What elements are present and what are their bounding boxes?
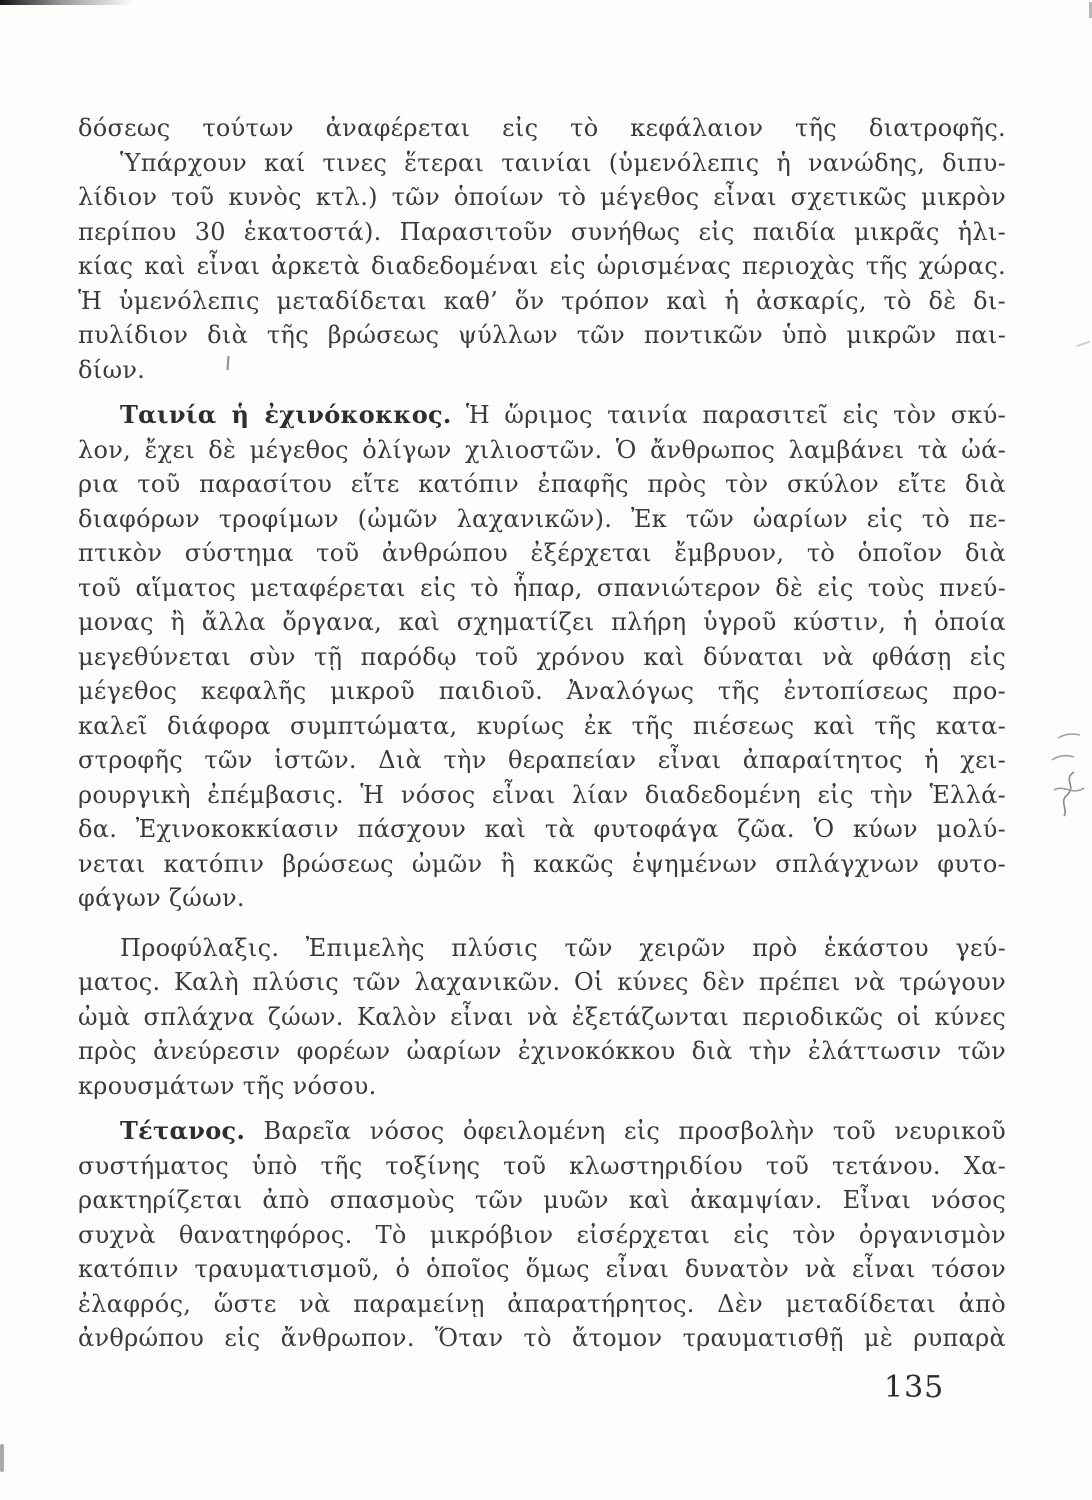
bold-lead: Ταινία ἡ ἐχινόκοκκος. bbox=[120, 400, 452, 429]
text-line: Προφύλαξις. Ἐπιμελὴς πλύσις τῶν χειρῶν πρὸ ἑκάστου γεύ- bbox=[120, 933, 1006, 962]
paragraph bbox=[78, 1114, 1006, 1356]
text-line: συχνὰ θανατηφόρος. Τὸ μικρόβιον εἰσέρχεται εἰς τὸν ὀργανισμὸν bbox=[78, 1220, 1006, 1249]
paragraph bbox=[78, 398, 1006, 916]
text-line: περίπου 30 ἑκατοστά). Παρασιτοῦν συνήθως εἰς παιδία μικρᾶς ἡλι- bbox=[78, 217, 1006, 246]
text-line: κίας καὶ εἶναι ἀρκετὰ διαδεδομέναι εἰς ὡρισμένας περιοχὰς τῆς χώρας. bbox=[78, 252, 1006, 280]
text-line: πυλίδιον διὰ τῆς βρώσεως ψύλλων τῶν ποντικῶν ὑπὸ μικρῶν παι- bbox=[78, 321, 1006, 349]
text-line: συστήματος ὑπὸ τῆς τοξίνης τοῦ κλωστηριδίου τοῦ τετάνου. Χα- bbox=[78, 1151, 1006, 1180]
text-line: ρακτηρίζεται ἀπὸ σπασμοὺς τῶν μυῶν καὶ ἀκαμψίαν. Εἶναι νόσος bbox=[78, 1186, 1006, 1214]
text-line: νεται κατόπιν βρώσεως ὠμῶν ἢ κακῶς ἑψημένων σπλάγχνων φυτο- bbox=[78, 849, 1006, 878]
text-line: δίων. bbox=[78, 355, 146, 384]
text-block bbox=[78, 111, 1006, 1356]
scan-dash-right-margin bbox=[1076, 341, 1090, 347]
text-line: φάγων ζώων. bbox=[78, 884, 245, 912]
scan-smudge-top-left bbox=[0, 0, 140, 5]
text-line: ὠμὰ σπλάχνα ζώων. Καλὸν εἶναι νὰ ἐξετάζωνται περιοδικῶς οἱ κύνες bbox=[78, 1002, 1006, 1031]
text-line: ἐλαφρός, ὥστε νὰ παραμείνῃ ἀπαρατήρητος. Δὲν μεταδίδεται ἀπὸ bbox=[78, 1289, 1006, 1318]
text-line: κρουσμάτων τῆς νόσου. bbox=[78, 1071, 377, 1100]
text-line: κατόπιν τραυματισμοῦ, ὁ ὁποῖος ὅμως εἶναι δυνατὸν νὰ εἶναι τόσον bbox=[78, 1255, 1006, 1283]
pencil-squiggle-icon bbox=[1064, 772, 1074, 816]
paragraph bbox=[78, 146, 1006, 388]
text-line: ρια τοῦ παρασίτου εἴτε κατόπιν ἐπαφῆς πρὸς τὸν σκύλον εἴτε διὰ bbox=[78, 470, 1006, 498]
text-line: ματος. Καλὴ πλύσις τῶν λαχανικῶν. Οἱ κύνες δὲν πρέπει νὰ τρώγουν bbox=[78, 968, 1006, 996]
text-line: στροφῆς τῶν ἱστῶν. Διὰ τὴν θεραπείαν εἶναι ἀπαραίτητος ἡ χει- bbox=[78, 746, 1006, 774]
pencil-marks-right-margin bbox=[1044, 722, 1092, 822]
text-line: Ὑπάρχουν καί τινες ἕτεραι ταινίαι (ὑμενόλεπις ἡ νανώδης, διπυ- bbox=[120, 148, 1006, 177]
text-line: μέγεθος κεφαλῆς μικροῦ παιδιοῦ. Ἀναλόγως τῆς ἐντοπίσεως προ- bbox=[78, 677, 1006, 705]
text-line: μονας ἢ ἄλλα ὄργανα, καὶ σχηματίζει πλήρη ὑγροῦ κύστιν, ἡ ὁποία bbox=[78, 608, 1006, 636]
text-line: λίδιον τοῦ κυνὸς κτλ.) τῶν ὁποίων τὸ μέγεθος εἶναι σχετικῶς μικρὸν bbox=[78, 183, 1006, 211]
scan-mark-left-edge-bottom bbox=[0, 1444, 4, 1472]
pencil-dash-icon bbox=[1052, 756, 1074, 760]
text-line: Ταινία ἡ ἐχινόκοκκος. Ἡ ὥριμος ταινία παρασιτεῖ εἰς τὸν σκύ- bbox=[120, 400, 1006, 429]
text-line: τοῦ αἵματος μεταφέρεται εἰς τὸ ἧπαρ, σπανιώτερον δὲ εἰς τοὺς πνεύ- bbox=[78, 573, 1006, 602]
text-line: μεγεθύνεται σὺν τῇ παρόδῳ τοῦ χρόνου καὶ δύναται νὰ φθάσῃ εἰς bbox=[78, 642, 1006, 671]
text-line: λον, ἔχει δὲ μέγεθος ὀλίγων χιλιοστῶν. Ὁ ἄνθρωπος λαμβάνει τὰ ὠά- bbox=[78, 435, 1006, 464]
text-line: δα. Ἐχινοκοκκίασιν πάσχουν καὶ τὰ φυτοφάγα ζῶα. Ὁ κύων μολύ- bbox=[78, 815, 1006, 843]
pencil-squiggle-icon bbox=[1054, 788, 1084, 791]
text-line: πρὸς ἀνεύρεσιν φορέων ὠαρίων ἐχινοκόκκου διὰ τὴν ἐλάττωσιν τῶν bbox=[78, 1037, 1006, 1065]
text-line: καλεῖ διάφορα συμπτώματα, κυρίως ἐκ τῆς πιέσεως καὶ τῆς κατα- bbox=[78, 711, 1006, 740]
page-number: 135 bbox=[884, 1370, 945, 1405]
bold-lead: Τέτανος. bbox=[120, 1116, 246, 1145]
text-line: διαφόρων τροφίμων (ὠμῶν λαχανικῶν). Ἐκ τῶν ὠαρίων εἰς τὸ πε- bbox=[78, 504, 1006, 533]
text-line: δόσεως τούτων ἀναφέρεται εἰς τὸ κεφάλαιον τῆς διατροφῆς. bbox=[78, 114, 1006, 142]
text-line: Τέτανος. Βαρεῖα νόσος ὀφειλομένη εἰς προσβολὴν τοῦ νευρικοῦ bbox=[120, 1116, 1006, 1145]
paragraph bbox=[78, 111, 1006, 146]
text-line: πτικὸν σύστημα τοῦ ἀνθρώπου ἐξέρχεται ἔμβρυον, τὸ ὁποῖον διὰ bbox=[78, 539, 1006, 567]
paragraph bbox=[78, 931, 1006, 1104]
text-line: Ἡ ὑμενόλεπις μεταδίδεται καθ’ ὅν τρόπον καὶ ἡ ἀσκαρίς, τὸ δὲ δι- bbox=[78, 286, 1006, 315]
pencil-dash-icon bbox=[1058, 734, 1080, 738]
text-line: ἀνθρώπου εἰς ἄνθρωπον. Ὅταν τὸ ἄτομον τραυματισθῇ μὲ ρυπαρὰ bbox=[78, 1324, 1006, 1352]
text-line: ρουργικὴ ἐπέμβασις. Ἡ νόσος εἶναι λίαν διαδεδομένη εἰς τὴν Ἑλλά- bbox=[78, 780, 1006, 809]
